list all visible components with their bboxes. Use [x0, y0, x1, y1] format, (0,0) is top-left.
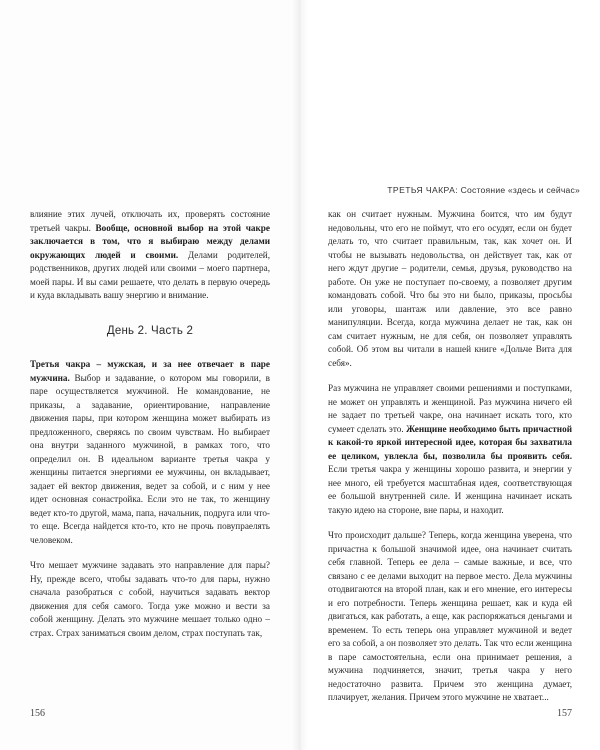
- paragraph: как он считает нужным. Мужчина боится, что им будут недовольны, что его не поймут, что его осудят, если он будет делать то, что считает правильным, так, как хочет он. И чтобы не вызывать недовольства, он действует так, как от него ждут другие – родители, семья, друзья, руководство на работе. Он уже не поступает по-своему, а позволяет другим командовать собой. Что бы это ни было, приказы, просьбы или уговоры, шантаж или давление, это все равно манипуляции. Всегда, когда мужчина делает не так, как он сам считает нужным, не для себя, он позволяет управлять собой. Об этом вы читали в нашей книге «Дольче Вита для себя».: [328, 209, 572, 368]
- chapter-heading: День 2. Часть 2: [106, 324, 194, 337]
- left-text-column: [30, 208, 270, 652]
- running-head-section: ТРЕТЬЯ ЧАКРА:: [387, 185, 459, 195]
- paragraph: Что мешает мужчине задавать это направление для пары? Ну, прежде всего, чтобы задавать что-то для пары, нужно сначала разобраться с собой, научиться задавать вектор движения для себя самого. Тогда уже можно и вести за собой женщину. Делать это мужчине мешает только одно – страх. Страх заниматься своим делом, страх поступать так,: [30, 560, 270, 638]
- page-number-right: 157: [557, 708, 572, 719]
- paragraph: Что происходит дальше? Теперь, когда женщина уверена, что причастна к большой значимой идее, она начинает считать себя главной. Теперь ее дела – самые важные, и все, что связано с ее делами выходит на первое место. Дела мужчины отодвигаются на второй план, как и его мнение, его интересы и его потребности. Теперь женщина решает, как и куда ей двигаться, как работать, а еще, как распоряжаться деньгами и временем. То есть теперь она управляет мужчиной и ведет его за собой, а он позволяет это делать. Так что если женщина в паре самостоятельна, если она принимает решения, а мужчина подчиняется, значит, третья чакра у него недостаточно развита. Причем это женщина думает, плачирует, желания. Причем этого мужчине не хватает...: [328, 530, 572, 702]
- bold-emphasis: Женщине необходимо быть причастной к какой-то яркой интересной идее, которая бы захватила ее целиком, увлекла бы, позволила бы проявить себя.: [328, 423, 572, 461]
- bold-emphasis: Вообще, основной выбор на этой чакре заключается в том, что я выбираю между делами окружающих людей и своими.: [30, 222, 270, 260]
- right-page: [300, 0, 600, 750]
- right-text-column: [328, 208, 572, 717]
- paragraph: влияние этих лучей, отключать их, проверять состояние третьей чакры. Вообще, основной выбор на этой чакре заключается в том, что я выбираю между делами окружающих людей и своими. Делами родителей, родственников, других людей или своими – моего партнера, моей пары. И вы сами решаете, что делать в первую очередь и куда вкладывать вашу энергию и внимание.: [30, 209, 270, 300]
- running-head-subtitle: Состояние «здесь и сейчас»: [460, 185, 580, 195]
- bold-emphasis: Третья чакра – мужская, и за нее отвечает в паре мужчина.: [30, 359, 270, 383]
- page-number-left: 156: [30, 708, 45, 719]
- book-gutter: [292, 0, 308, 750]
- running-head: [387, 185, 580, 195]
- paragraph: Раз мужчина не управляет своими решениями и поступками, не может он управлять и женщиной. Раз мужчина ничего ей не задает по третьей чакре, она начинает искать того, кто сумеет сделать это. Женщине необходимо быть причастной к какой-то яркой интересной идее, которая бы захватила ее целиком, увлекла бы, позволила бы проявить себя. Если третья чакра у женщины хорошо развита, и энергии у нее много, ей требуется масштабная идея, соответствующая ее большой внутренней силе. И женщина начинает искать такую идею на стороне, вне пары, и находит.: [328, 383, 572, 515]
- paragraph: Третья чакра – мужская, и за нее отвечает в паре мужчина. Выбор и задавание, о котором мы говорили, в паре осуществляется мужчиной. Не командование, не приказы, а задавание, ориентирование, направление движения пары, при котором женщина может выбирать из предложенного, сверяясь по своим чувствам. Но выбирает она внутри заданного мужчиной, в рамках того, что определил он. В идеальном варианте третья чакра у женщины питается энергиями ее мужчины, он вкладывает, задает ей вектор движения, ведет за собой, и с ним у нее идет основная сонастройка. Если это не так, то женщину ведет кто-то другой, мама, папа, начальник, подруга или что-то еще. Всегда найдется кто-то, кто не прочь повупраелять человеком.: [30, 359, 270, 545]
